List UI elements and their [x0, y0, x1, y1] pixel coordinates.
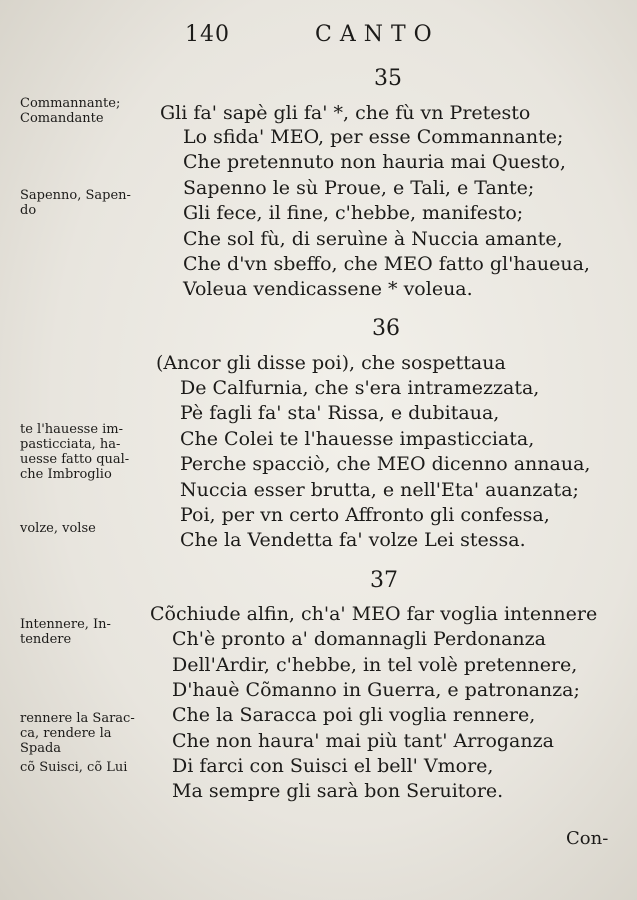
verse-line: Che sol fù, di seruìne à Nuccia amante, [183, 228, 563, 250]
margin-gloss [20, 422, 148, 482]
page-number: 140 [185, 22, 230, 47]
verse-line: Ma sempre gli sarà bon Seruitore. [172, 780, 504, 802]
verse-line: (Ancor gli disse poi), che sospettaua [156, 352, 506, 374]
verse-line: Dell'Ardir, c'hebbe, in tel volè pretennere, [172, 654, 578, 676]
verse-line: Che d'vn sbeffo, che MEO fatto gl'haueua, [183, 253, 590, 275]
margin-gloss [20, 521, 148, 536]
catchword: Con- [566, 828, 609, 849]
verse-line: De Calfurnia, che s'era intramezzata, [180, 377, 540, 399]
margin-gloss [20, 188, 148, 218]
verse-line: Poi, per vn certo Affronto gli confessa, [180, 504, 550, 526]
stanza-number: 36 [372, 316, 400, 341]
verse-line: Gli fa' sapè gli fa' *, che fù vn Pretesto [160, 102, 531, 124]
margin-gloss [20, 96, 148, 126]
gloss-line: do [20, 203, 37, 218]
gloss-line: cõ Suisci, cõ Lui [20, 760, 128, 775]
verse-line: Perche spacciò, che MEO dicenno annaua, [180, 453, 591, 475]
verse-line: Sapenno le sù Proue, e Tali, e Tante; [183, 177, 535, 199]
gloss-line: te l'hauesse im- [20, 422, 124, 437]
stanza-number: 37 [370, 568, 398, 593]
gloss-line: Comandante [20, 111, 104, 126]
gloss-line: rennere la Sarac- [20, 711, 135, 726]
verse-line: Che Colei te l'hauesse impasticciata, [180, 428, 535, 450]
gloss-line: Commannante; [20, 96, 121, 111]
gloss-line: che Imbroglio [20, 467, 112, 482]
gloss-line: Sapenno, Sapen- [20, 188, 131, 203]
margin-gloss [20, 711, 148, 756]
verse-line: Che la Saracca poi gli voglia rennere, [172, 704, 536, 726]
verse-line: Nuccia esser brutta, e nell'Eta' auanzata; [180, 479, 579, 501]
margin-gloss [20, 617, 148, 647]
gloss-line: pasticciata, ha- [20, 437, 121, 452]
gloss-line: tendere [20, 632, 72, 647]
gloss-line: Spada [20, 741, 62, 756]
verse-line: Che non haura' mai più tant' Arroganza [172, 730, 554, 752]
verse-line: Che la Vendetta fa' volze Lei stessa. [180, 529, 526, 551]
verse-line: Che pretennuto non hauria mai Questo, [183, 151, 566, 173]
verse-line: Lo sfida' MEO, per esse Commannante; [183, 126, 564, 148]
verse-line: Gli fece, il fine, c'hebbe, manifesto; [183, 202, 524, 224]
stanza-number: 35 [374, 66, 402, 91]
verse-line: Ch'è pronto a' domannagli Perdonanza [172, 628, 547, 650]
gloss-line: Intennere, In- [20, 617, 111, 632]
gloss-line: ca, rendere la [20, 726, 112, 741]
verse-line: Di farci con Suisci el bell' Vmore, [172, 755, 494, 777]
verse-line: Pè fagli fa' sta' Rissa, e dubitaua, [180, 402, 500, 424]
gloss-line: uesse fatto qual- [20, 452, 130, 467]
running-title: CANTO [315, 22, 440, 47]
verse-line: Cõchiude alfin, ch'a' MEO far voglia intennere [150, 603, 598, 625]
gloss-line: volze, volse [20, 521, 96, 536]
page-header [0, 22, 637, 54]
verse-line: D'hauè Cõmanno in Guerra, e patronanza; [172, 679, 580, 701]
margin-gloss [20, 760, 148, 775]
verse-line: Voleua vendicassene * voleua. [183, 278, 473, 300]
